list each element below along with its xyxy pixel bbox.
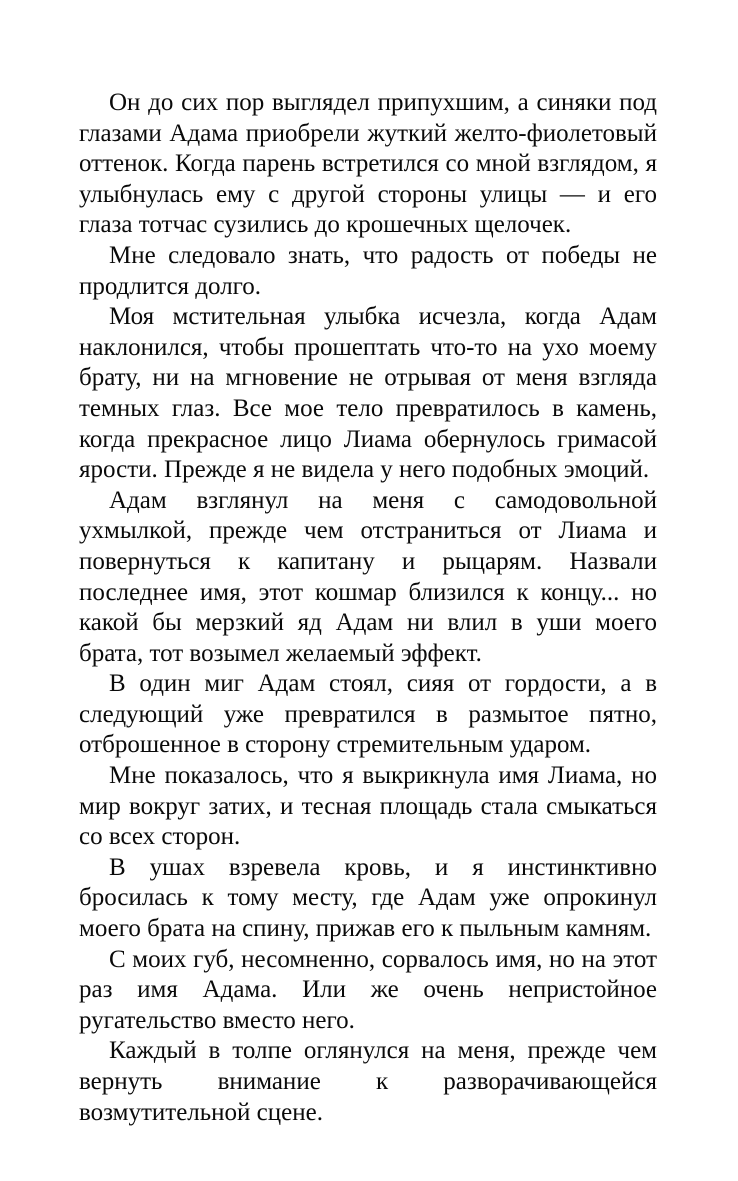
- paragraph: С моих губ, несомненно, сорвалось имя, но на этот раз имя Адама. Или же очень непристойное ругательство вместо него.: [79, 945, 657, 1034]
- paragraph: Адам взглянул на меня с самодовольной ухмылкой, прежде чем отстраниться от Лиама и повернуться к капитану и рыцарям. Назвали последнее имя, этот кошмар близился к концу... но какой бы мерзкий яд Адам ни влил в уши моего брата, тот возымел желаемый эффект.: [79, 486, 657, 667]
- paragraph: В один миг Адам стоял, сияя от гордости, а в следующий уже превратился в размытое пятно, отброшенное в сторону стремительным ударом.: [79, 670, 657, 759]
- page-text-block: [79, 88, 657, 1128]
- paragraph: Он до сих пор выглядел припухшим, а синяки под глазами Адама приобрели жуткий желто-фиолетовый оттенок. Когда парень встретился со мной взглядом, я улыбнулась ему с другой стороны улицы — и его глаза тотчас сузились до крошечных щелочек.: [79, 89, 657, 239]
- paragraph: Моя мстительная улыбка исчезла, когда Адам наклонился, чтобы прошептать что-то на ухо моему брату, ни на мгновение не отрывая от меня взгляда темных глаз. Все мое тело превратилось в камень, когда прекрасное лицо Лиама обернулось гримасой ярости. Прежде я не видела у него подобных эмоций.: [79, 303, 657, 484]
- paragraph: В ушах взревела кровь, и я инстинктивно бросилась к тому месту, где Адам уже опрокинул моего брата на спину, прижав его к пыльным камням.: [79, 853, 657, 943]
- paragraph: Каждый в толпе оглянулся на меня, прежде чем вернуть внимание к разворачивающейся возмутительной сцене.: [79, 1037, 657, 1126]
- paragraph: Мне следовало знать, что радость от победы не продлится долго.: [79, 241, 657, 300]
- paragraph: Мне показалось, что я выкрикнула имя Лиама, но мир вокруг затих, и тесная площадь стала смыкаться со всех сторон.: [79, 762, 657, 851]
